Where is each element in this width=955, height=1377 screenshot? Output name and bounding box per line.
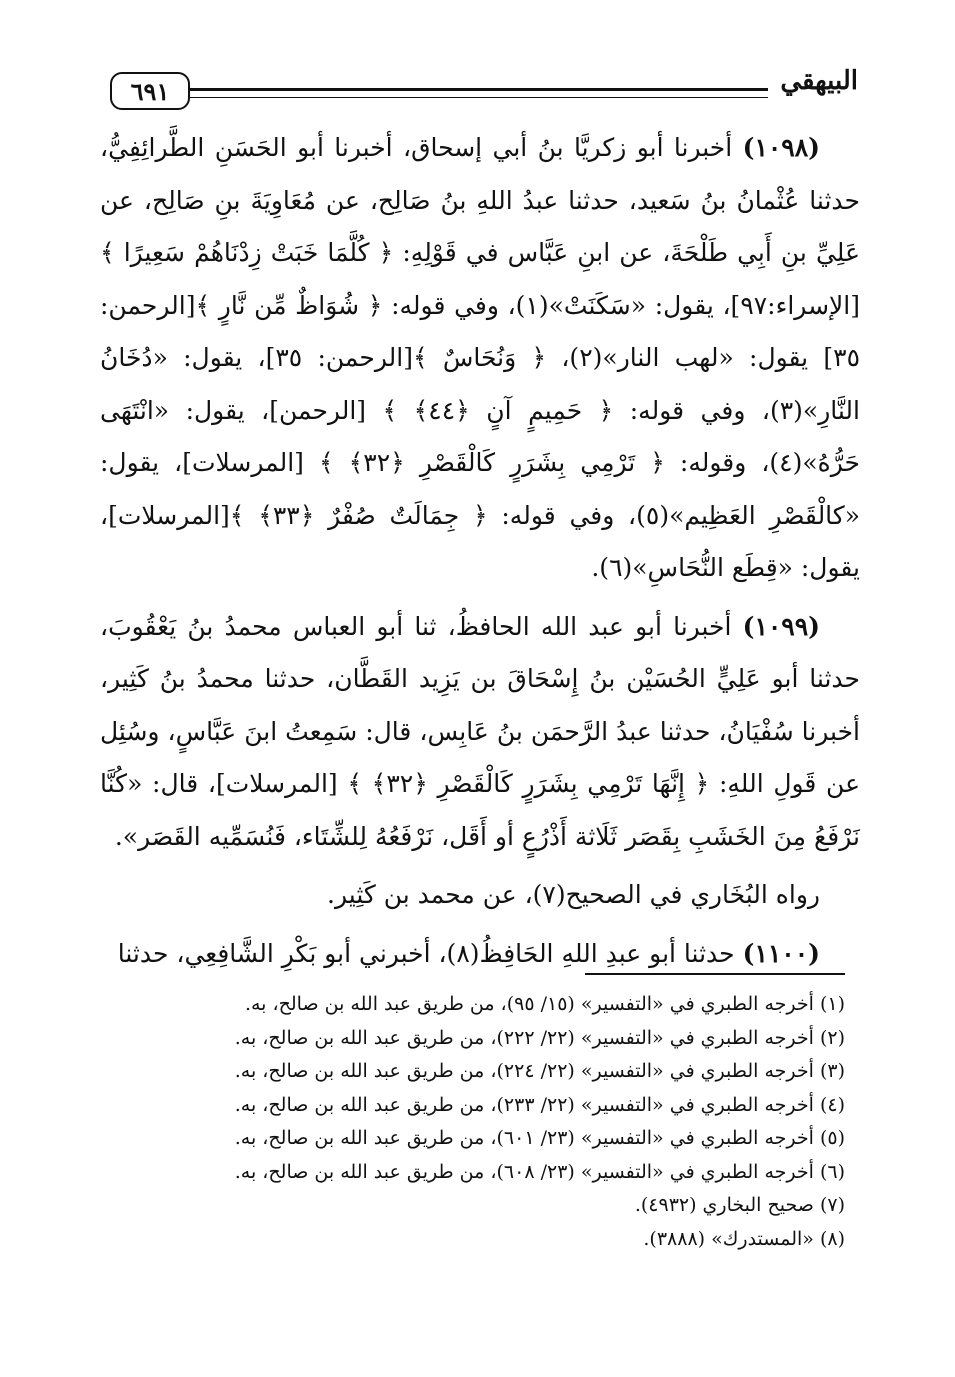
footnote-5: (٥) أخرجه الطبري في «التفسير» (٢٣/ ٦٠١)، من طريق عبد الله بن صالح، به. [234,1127,845,1149]
hadith-text: حدثنا أبو عبدِ اللهِ الحَافِظُ(٨)، أخبرني أبو بَكْرِ الشَّافِعِي، حدثنا [117,938,735,968]
hadith-text: أخبرنا أبو زكريَّا بنُ أبي إسحاق، أخبرنا أبو الحَسَنِ الطَّرائِفِيُّ، حدثنا عُثْمانُ بنُ سَعيد، حدثنا عبدُ اللهِ بنُ صَالِح، عن مُعَاوِيَةَ بنِ صَالِح، عن عَلِيِّ بنِ أَبِي طَلْحَةَ، عن ابنِ عَبَّاس في قَوْلِهِ: ﴿ كُلَّمَا خَبَتْ زِدْنَاهُمْ سَعِيرًا ﴾ [الإسراء:٩٧]، يقول: «سَكَنَتْ»(١)، وفي قوله: ﴿ شُوَاظٌ مِّن نَّارٍ ﴾[الرحمن: ٣٥] يقول: «لهب النار»(٢)، ﴿ وَنُحَاسٌ ﴾[الرحمن: ٣٥]، يقول: «دُخَانُ النَّارِ»(٣)، وفي قوله: ﴿ حَمِيمٍ آنٍ ﴿٤٤﴾ ﴾ [الرحمن]، يقول: «انْتَهَى حَرُّهُ»(٤)، وقوله: ﴿ تَرْمِي بِشَرَرٍ كَالْقَصْرِ ﴿٣٢﴾ ﴾ [المرسلات]، يقول: «كالْقَصْرِ العَظِيم»(٥)، وفي قوله: ﴿ جِمَالَتٌ صُفْرٌ ﴿٣٣﴾ ﴾[المرسلات]، يقول: «قِطَع النُّحَاسِ»(٦). [100,133,861,582]
page-number: ٦٩١ [110,72,190,110]
footnote-separator [585,973,845,975]
header-rule [188,88,768,98]
hadith-text: أخبرنا أبو عبد الله الحافظُ، ثنا أبو العباس محمدُ بنُ يَعْقُوبَ، حدثنا أبو عَلِيٍّ الحُسَيْن بنُ إِسْحَاقَ بن يَزِيد القَطَّان، حدثنا محمدُ بنُ كَثِير، أخبرنا سُفْيَانُ، حدثنا عبدُ الرَّحمَن بنُ عَابِس، قال: سَمِعتُ ابنَ عَبَّاسٍ، وسُئِل عن قَولِ اللهِ: ﴿ إِنَّهَا تَرْمِي بِشَرَرٍ كَالْقَصْرِ ﴿٣٢﴾ ﴾ [المرسلات]، قال: «كُنَّا نَرْفَعُ مِنَ الخَشَبِ بِقَصَر ثَلَاثة أَذْرُعٍ أو أَقَل، نَرْفَعُهُ لِلشِّتَاء، فَنُسَمِّيه القَصَر». [100,611,860,851]
footnote-4: (٤) أخرجه الطبري في «التفسير» (٢٢/ ٢٣٣)، من طريق عبد الله بن صالح، به. [234,1093,845,1116]
hadith-number: (١١٠٠) [742,938,820,968]
footnote-7: (٧) صحيح البخاري (٤٩٣٢). [634,1194,845,1216]
hadith-number: (١٠٩٨) [742,133,821,162]
footnotes [170,988,845,1256]
main-text [100,122,860,980]
book-title: البيهقي [780,66,858,96]
bukhari-note [100,869,860,922]
footnote-3: (٣) أخرجه الطبري في «التفسير» (٢٢/ ٢٢٤)، من طريق عبد الله بن صالح، به. [234,1060,845,1082]
footnote-8: (٨) «المستدرك» (٣٨٨٨). [643,1227,845,1250]
hadith-number: (١٠٩٩) [742,611,820,641]
footnote-6: (٦) أخرجه الطبري في «التفسير» (٢٣/ ٦٠٨)، من طريق عبد الله بن صالح، به. [234,1160,845,1183]
hadith-1099 [100,601,860,864]
footnote-2: (٢) أخرجه الطبري في «التفسير» (٢٢/ ٢٢٢)، من طريق عبد الله بن صالح، به. [234,1026,845,1049]
hadith-1098 [100,122,860,595]
footnote-1: (١) أخرجه الطبري في «التفسير» (١٥/ ٩٥)، من طريق عبد الله بن صالح، به. [244,993,845,1015]
page-header [98,62,858,112]
note-text: رواه البُخَاري في الصحيح(٧)، عن محمد بن كَثِير. [327,880,820,909]
